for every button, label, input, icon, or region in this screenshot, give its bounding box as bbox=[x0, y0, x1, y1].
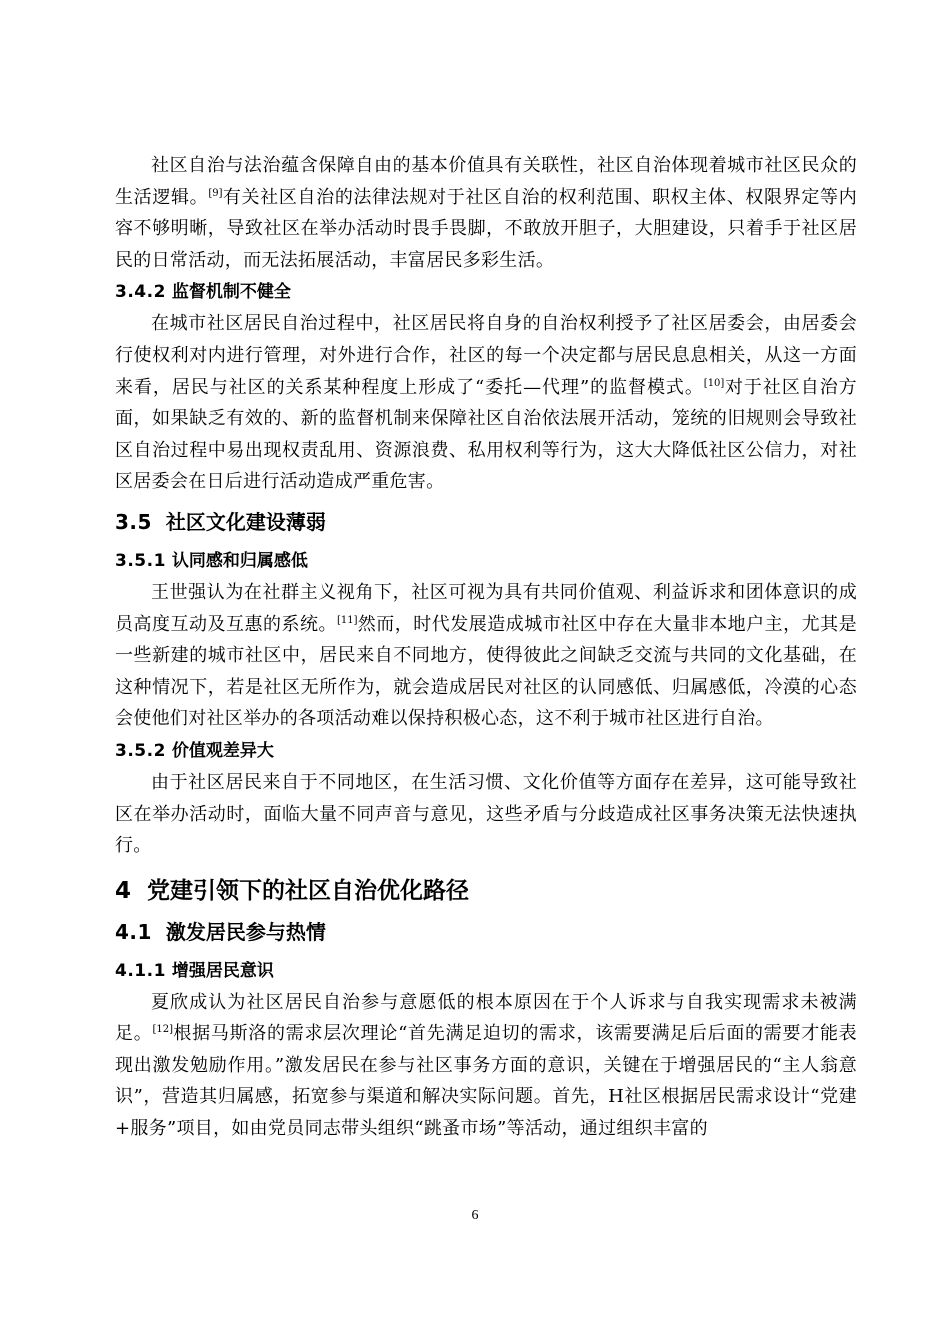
paragraph: 在城市社区居民自治过程中，社区居民将自身的自治权利授予了社区居委会，由居委会行使权利对内进行管理，对外进行合作，社区的每一个决定都与居民息息相关，从这一方面来看，居民与社区的关系某种程度上形成了“委托—代理”的监督模式。[10]对于社区自治方面，如果缺乏有效的、新的监督机制来保障社区自治依法展开活动，笼统的旧规则会导致社区自治过程中易出现权责乱用、资源浪费、私用权利等行为，这大大降低社区公信力，对社区居委会在日后进行活动造成严重危害。 bbox=[115, 313, 857, 493]
citation[interactable]: [9] bbox=[208, 187, 223, 199]
paragraph: 社区自治与法治蕴含保障自由的基本价值具有关联性，社区自治体现着城市社区民众的生活逻辑。[9]有关社区自治的法律法规对于社区自治的权利范围、职权主体、权限界定等内容不够明晰，导致社区在举办活动时畏手畏脚，不敢放开胆子，大胆建设，只着手于社区居民的日常活动，而无法拓展活动，丰富居民多彩生活。 bbox=[115, 155, 857, 271]
heading-3-5-1: 3.5.1 认同感和归属感低 bbox=[115, 550, 308, 571]
citation[interactable]: [10] bbox=[703, 377, 725, 389]
heading-4: 4 党建引领下的社区自治优化路径 bbox=[115, 877, 470, 904]
page-number: 6 bbox=[471, 1208, 479, 1223]
citation[interactable]: [12] bbox=[152, 1024, 173, 1036]
paragraph: 王世强认为在社群主义视角下，社区可视为具有共同价值观、利益诉求和团体意识的成员高度互动及互惠的系统。[11]然而，时代发展造成城市社区中存在大量非本地户主，尤其是一些新建的城市社区中，居民来自不同地方，使得彼此之间缺乏交流与共同的文化基础，在这种情况下，若是社区无所作为，就会造成居民对社区的认同感低、归属感低，冷漠的心态会使他们对社区举办的各项活动难以保持积极心态，这不利于城市社区进行自治。 bbox=[115, 581, 857, 730]
heading-3-4-2: 3.4.2 监督机制不健全 bbox=[115, 282, 291, 303]
citation[interactable]: [11] bbox=[336, 614, 358, 626]
page-content bbox=[115, 150, 857, 1145]
heading-3-5: 3.5 社区文化建设薄弱 bbox=[115, 509, 326, 534]
paragraph: 由于社区居民来自于不同地区，在生活习惯、文化价值等方面存在差异，这可能导致社区在举办活动时，面临大量不同声音与意见，这些矛盾与分歧造成社区事务决策无法快速执行。 bbox=[115, 771, 857, 857]
heading-3-5-2: 3.5.2 价值观差异大 bbox=[115, 740, 274, 761]
heading-4-1: 4.1 激发居民参与热情 bbox=[115, 919, 326, 944]
heading-4-1-1: 4.1.1 增强居民意识 bbox=[115, 960, 274, 981]
paragraph: 夏欣成认为社区居民自治参与意愿低的根本原因在于个人诉求与自我实现需求未被满足。[12]根据马斯洛的需求层次理论“首先满足迫切的需求，该需要满足后后面的需要才能表现出激发勉励作用。”激发居民在参与社区事务方面的意识，关键在于增强居民的“主人翁意识”，营造其归属感，拓宽参与渠道和解决实际问题。首先，H社区根据居民需求设计“党建+服务”项目，如由党员同志带头组织“跳蚤市场”等活动，通过组织丰富的 bbox=[115, 991, 857, 1140]
